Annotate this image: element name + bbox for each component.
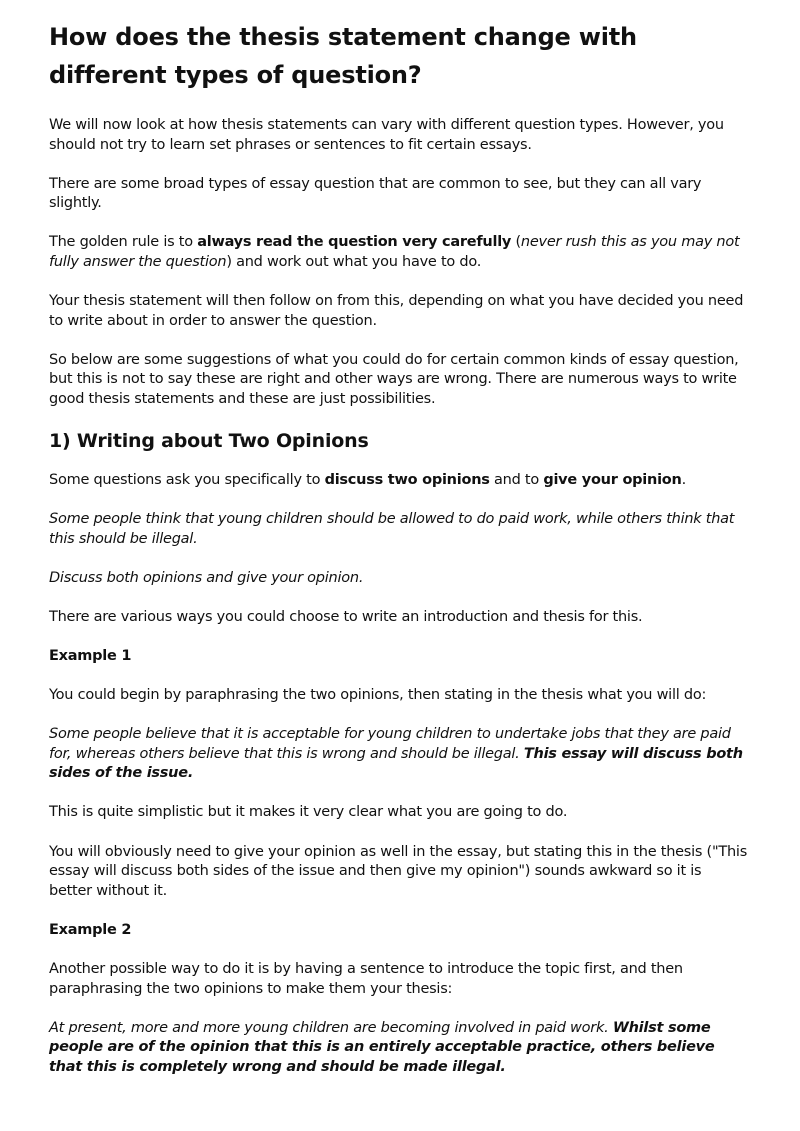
section-intro-bold-1: discuss two opinions	[324, 472, 490, 489]
golden-rule-aside: never rush this as you may not fully answer the question	[49, 234, 740, 270]
section-intro-middle: and to	[489, 472, 544, 489]
example-2-quote-plain: At present, more and more young children are becoming involved in paid work.	[49, 1019, 613, 1036]
example-2-heading: Example 2	[49, 921, 132, 938]
section-paragraph-2: There are various ways you could choose to write an introduction and thesis for this.	[49, 608, 643, 625]
example-2-lead: Another possible way to do it is by having a sentence to introduce the topic first, and then paraphrasing the two opinions to make them your thesis:	[49, 960, 683, 997]
intro-paragraph-2: There are some broad types of essay question that are common to see, but they can all vary slightly.	[49, 175, 702, 212]
example-question: Some people think that young children should be allowed to do paid work, while others think that this should be illegal.	[49, 511, 735, 547]
intro-paragraph-4: Your thesis statement will then follow on from this, depending on what you have decided you need to write about in order to answer the question.	[49, 293, 744, 329]
example-1-quote-plain: Some people believe that it is acceptable for young children to undertake jobs that they are paid for, whereas others believe that this is wrong and should be illegal.	[49, 726, 731, 762]
golden-rule-tail: ) and work out what you have to do.	[226, 253, 482, 270]
example-1-thesis: This essay will discuss both sides of the issue.	[49, 745, 743, 782]
intro-paragraph-5: So below are some suggestions of what you could do for certain common kinds of essay question, but this is not to say these are right and other ways are wrong. There are numerous ways to write good thesis statements and these are just possibilities.	[49, 351, 739, 407]
example-1-comment-1: This is quite simplistic but it makes it very clear what you are going to do.	[49, 804, 568, 821]
example-2-thesis: Whilst some people are of the opinion that this is an entirely acceptable practice, others believe that this is completely wrong and should be made illegal.	[49, 1019, 715, 1075]
example-1-quote	[49, 725, 748, 784]
intro-paragraph-1: We will now look at how thesis statements can vary with different question types. However, you should not try to learn set phrases or sentences to fit certain essays.	[49, 117, 724, 153]
intro-paragraph-3	[49, 233, 748, 272]
example-question-instruction: Discuss both opinions and give your opinion.	[49, 569, 364, 586]
section-intro-tail: .	[681, 472, 686, 489]
section-intro-bold-2: give your opinion	[543, 472, 682, 489]
example-1-comment-2: You will obviously need to give your opinion as well in the essay, but stating this in the thesis ("This essay will discuss both sides of the issue and then give my opinion") sounds awkward so it is better without it.	[49, 843, 748, 899]
section-intro-lead: Some questions ask you specifically to	[49, 472, 325, 489]
golden-rule-paren-open: (	[511, 234, 521, 251]
example-1-heading: Example 1	[49, 648, 132, 664]
page-title: How does the thesis statement change with different types of question?	[49, 23, 637, 89]
golden-rule-lead: The golden rule is to	[49, 234, 198, 251]
section-intro-paragraph	[49, 471, 748, 491]
example-1-lead: You could begin by paraphrasing the two opinions, then stating in the thesis what you will do:	[49, 687, 707, 704]
section-heading: 1) Writing about Two Opinions	[49, 430, 369, 453]
golden-rule-emphasis: always read the question very carefully	[197, 234, 512, 251]
example-2-quote	[49, 1019, 748, 1078]
